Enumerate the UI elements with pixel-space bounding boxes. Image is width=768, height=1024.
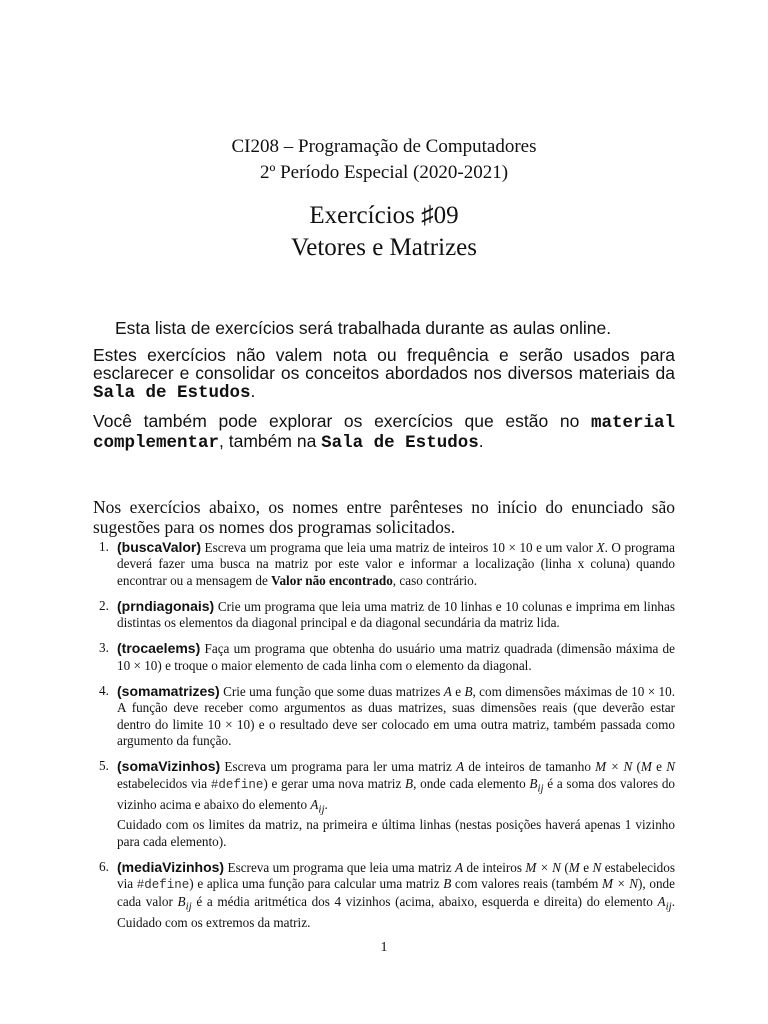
exercise-item-3: 3. (trocaelems) Faça um programa que obtenha do usuário uma matriz quadrada (dimensão máxima de 10 × 10) e troque o maior elemento de cada linha com o elemento da diagonal. bbox=[99, 640, 675, 673]
exercise-name: (somamatrizes) bbox=[117, 683, 220, 700]
intro-paragraph-2: Estes exercícios não valem nota ou frequência e serão usados para esclarecer e consolidar os conceitos abordados nos diversos materiais da Sala de Estudos. bbox=[93, 345, 675, 403]
exercise-name: (somaVizinhos) bbox=[117, 758, 221, 775]
period-title: 2º Período Especial (2020-2021) bbox=[259, 162, 509, 183]
exercise-number: 6. bbox=[99, 859, 109, 875]
sala-de-estudos-ref: Sala de Estudos bbox=[93, 383, 251, 403]
exercise-name: (trocaelems) bbox=[117, 640, 201, 657]
exercise-list bbox=[93, 539, 675, 940]
course-title: CI208 – Programação de Computadores bbox=[231, 136, 537, 157]
define-keyword: #define bbox=[210, 777, 264, 792]
define-keyword: #define bbox=[136, 878, 190, 893]
topic-title: Vetores e Matrizes bbox=[290, 234, 478, 261]
exercise-name: (buscaValor) bbox=[117, 539, 202, 555]
exercise-item-4: 4. (somamatrizes) Crie uma função que some duas matrizes A e B, com dimensões máximas de 10 × 10. A função deve receber como argumentos as duas matrizes, suas dimensões reais (que deverão estar dentro do limite 10 × 10) e o resultado deve ser colocado em uma outra matriz, também passada como argumento da função. bbox=[99, 683, 675, 748]
exercise-name: (mediaVizinhos) bbox=[117, 859, 225, 876]
material-complementar-ref: material complementar bbox=[93, 413, 675, 453]
exercise-item-5: 5. (somaVizinhos) Escreva um programa para ler uma matriz A de inteiros de tamanho M × N (M e N estabelecidos via #define) e gerar uma nova matriz B, onde cada elemento $B_{ij}$ é a soma dos valores do vizinho acima e abaixo do elemento $A_{ij}$. Cuidado com os limites da matriz, na primeira e última linhas (nestas posições haverá apenas 1 vizinho para cada elemento). bbox=[99, 758, 676, 849]
exercise-item-6: 6. (mediaVizinhos) Escreva um programa que leia uma matriz A de inteiros M × N (M e N estabelecidos via #define) e aplica uma função para calcular uma matriz B com valores reais (também M × N), onde cada valor $B_{ij}$ é a média aritmética dos 4 vizinhos (acima, abaixo, esquerda e direita) do elemento $A_{ij}$. Cuidado com os extremos da matriz. bbox=[99, 859, 675, 930]
intro-paragraph-1: Esta lista de exercícios será trabalhada durante as aulas online. bbox=[115, 318, 612, 338]
exercise-title: Exercícios ♯09 bbox=[309, 202, 459, 229]
exercise-number: 5. bbox=[99, 758, 109, 774]
exercise-number: 3. bbox=[99, 640, 109, 656]
exercise-item-1: 1. (buscaValor) Escreva um programa que leia uma matriz de inteiros 10 × 10 e um valor X. O programa deverá fazer uma busca na matriz por este valor e informar a localização (linha x coluna) quando encontrar ou a mensagem de Valor não encontrado, caso contrário. bbox=[99, 539, 675, 588]
sala-de-estudos-ref-2: Sala de Estudos bbox=[321, 433, 479, 453]
exercise-name: (prndiagonais) bbox=[117, 597, 215, 614]
lead-paragraph: Nos exercícios abaixo, os nomes entre parênteses no início do enunciado são sugestões para os nomes dos programas solicitados. bbox=[93, 497, 675, 537]
exercise-item-2: 2. (prndiagonais) Crie um programa que leia uma matriz de 10 linhas e 10 colunas e imprima em linhas distintas os elementos da diagonal principal e da diagonal secundária da matriz lida. bbox=[99, 597, 675, 631]
intro-paragraph-3: Você também pode explorar os exercícios que estão no material complementar, também na Sala de Estudos. bbox=[93, 411, 675, 453]
exercise-number: 1. bbox=[99, 539, 109, 554]
page-number: 1 bbox=[380, 940, 388, 955]
exercise-number: 4. bbox=[99, 683, 109, 699]
exercise-number: 2. bbox=[99, 597, 109, 613]
